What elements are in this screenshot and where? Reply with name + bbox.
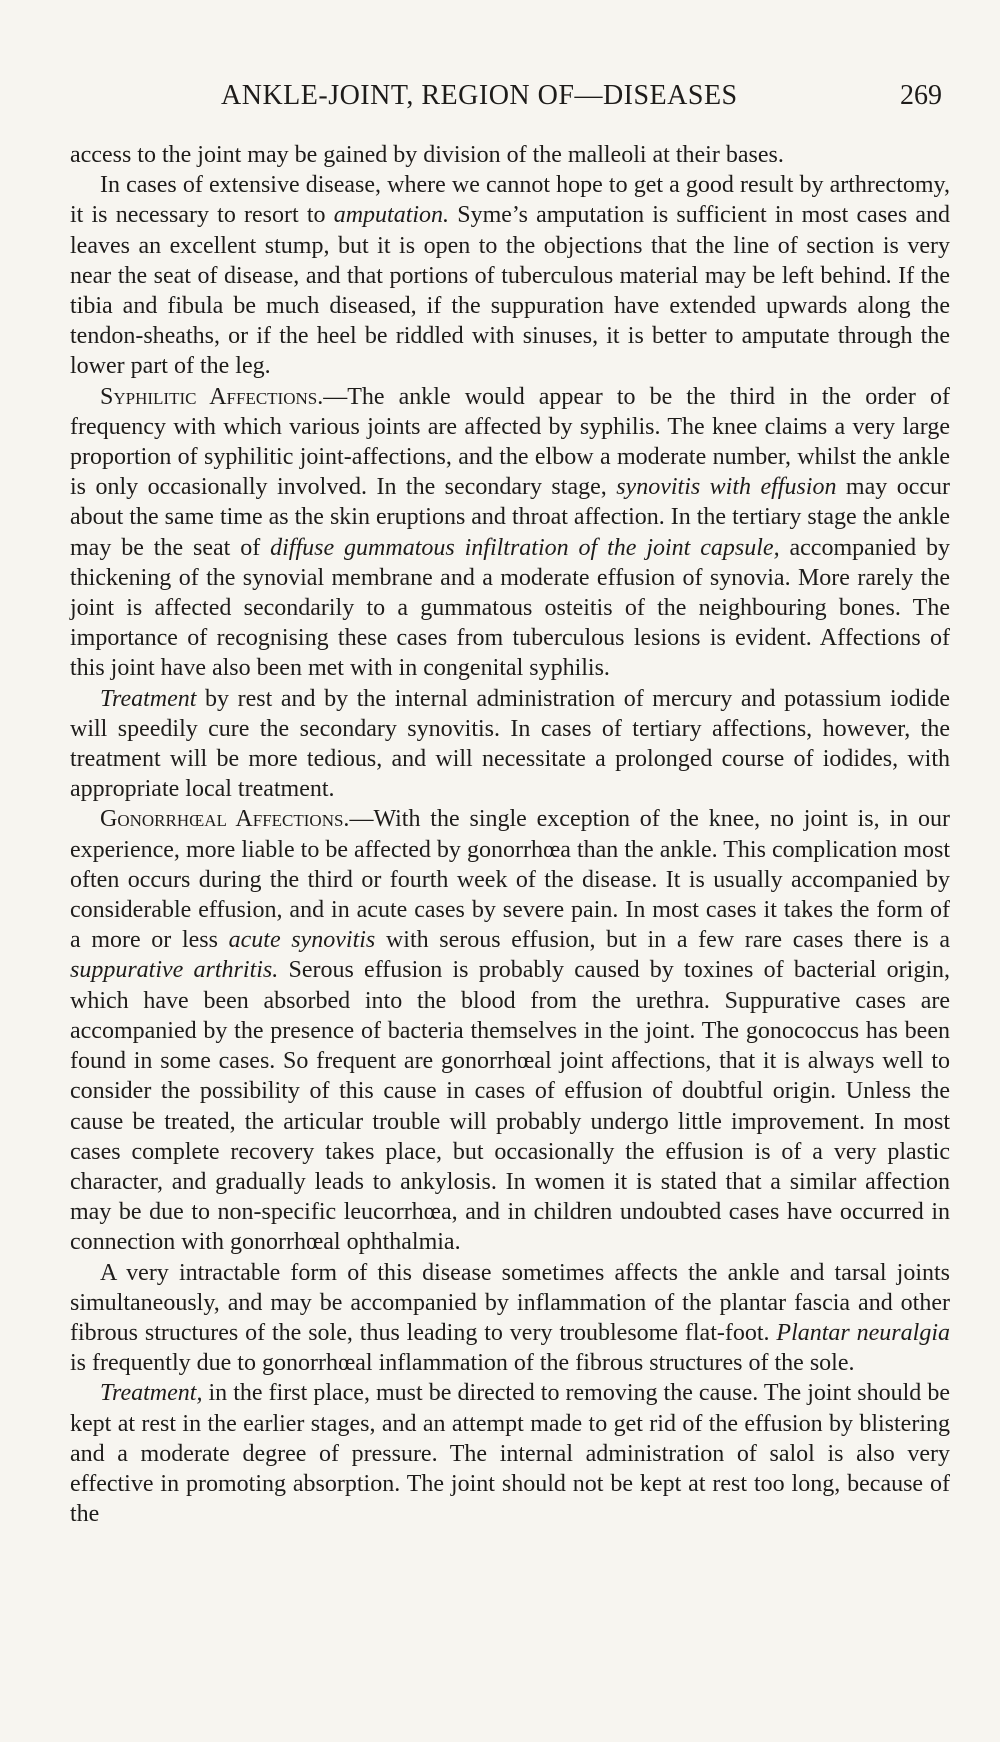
paragraph xyxy=(70,140,950,170)
italic-text: diffuse gummatous infiltration of the joint capsule, xyxy=(270,534,780,561)
italic-text: synovitis with effusion xyxy=(616,474,837,501)
italic-text: amputation. xyxy=(333,202,450,229)
text-run: by rest and by the internal administration of mercury and potassium iodide will speedily cure the secondary synovitis. In cases of tertiary affections, however, the treatment will be more tedious, and will necessitate a prolonged course of iodides, with appropriate local treatment. xyxy=(70,685,950,803)
paragraph xyxy=(70,804,950,1257)
text-run: —With the single exception of the knee, no joint is, in our experience, more liable to be affected by gonorrhœa than the ankle. This complication most often occurs during the third or fourth week of the disease. It is usually accompanied by considerable effusion, and in acute cases by severe pain. In most cases it takes the form of a more or less xyxy=(70,806,950,954)
paragraph xyxy=(70,382,950,684)
text-run: with serous effusion, but in a few rare cases there is a xyxy=(375,927,951,954)
body-text xyxy=(70,140,950,1529)
text-run: —The ankle would appear to be the third in the order of frequency with which various joints are affected by syphilis. The knee claims a very large proportion of syphilitic joint-affections, and the elbow a moderate number, whilst the ankle is only occasionally involved. In the secondary stage, xyxy=(70,383,950,501)
text-run: In cases of extensive disease, where we cannot hope to get a good result by arthrectomy, it is necessary to resort to xyxy=(70,172,950,229)
paragraph xyxy=(70,1378,950,1529)
text-run: Syme’s amputation is sufficient in most cases and leaves an excellent stump, but it is open to the objections that the line of section is very near the seat of disease, and that portions of tuberculous material may be left behind. If the tibia and fibula be much diseased, if the suppuration have extended upwards along the tendon-sheaths, or if the heel be riddled with sinuses, it is better to amputate through the lower part of the leg. xyxy=(70,202,950,380)
text-run: is frequently due to gonorrhœal inflammation of the fibrous structures of the sole. xyxy=(70,1350,855,1377)
running-title: ANKLE-JOINT, REGION OF—DISEASES xyxy=(221,80,738,111)
text-run: may occur about the same time as the skin eruptions and throat affection. In the tertiary stage the ankle may be the seat of xyxy=(70,474,951,561)
section-heading: Gonorrhœal Affections. xyxy=(100,806,350,833)
italic-text: acute synovitis xyxy=(228,927,376,954)
italic-text: Treatment xyxy=(100,685,197,712)
text-run: A very intractable form of this disease sometimes affects the ankle and tarsal joints simultaneously, and may be accompanied by inflammation of the plantar fascia and other fibrous structures of the sole, thus leading to very troublesome flat-foot. xyxy=(70,1259,950,1346)
section-heading: Syphilitic Affections. xyxy=(100,383,324,410)
paragraph xyxy=(70,1258,950,1379)
italic-text: suppurative arthritis. xyxy=(70,957,279,984)
italic-text: Treatment, xyxy=(100,1380,203,1407)
paragraph xyxy=(70,684,950,805)
text-run: access to the joint may be gained by division of the malleoli at their bases. xyxy=(70,142,784,168)
text-run: accompanied by thickening of the synovial membrane and a moderate effusion of synovia. More rarely the joint is affected secondarily to a gummatous osteitis of the neighbouring bones. The importance of recognising these cases from tuberculous lesions is evident. Affections of this joint have also been met with in congenital syphilis. xyxy=(70,534,950,682)
page-number: 269 xyxy=(900,80,942,111)
italic-text: Plantar neuralgia xyxy=(776,1319,950,1346)
text-run: in the first place, must be directed to removing the cause. The joint should be kept at rest in the earlier stages, and an attempt made to get rid of the effusion by blistering and a moderate degree of pressure. The internal administration of salol is also very effective in promoting absorption. The joint should not be kept at rest too long, because of the xyxy=(70,1380,950,1528)
running-header xyxy=(0,80,1000,120)
paragraph xyxy=(70,170,950,381)
text-run: Serous effusion is probably caused by toxines of bacterial origin, which have been absorbed into the blood from the urethra. Suppurative cases are accompanied by the presence of bacteria themselves in the joint. The gonococcus has been found in some cases. So frequent are gonorrhœal joint affections, that it is always well to consider the possibility of this cause in cases of effusion of doubtful origin. Unless the cause be treated, the articular trouble will probably undergo little improvement. In most cases complete recovery takes place, but occasionally the effusion is of a very plastic character, and gradually leads to ankylosis. In women it is stated that a similar affection may be due to non-specific leucorrhœa, and in children undoubted cases have occurred in connection with gonorrhœal ophthalmia. xyxy=(70,957,950,1256)
